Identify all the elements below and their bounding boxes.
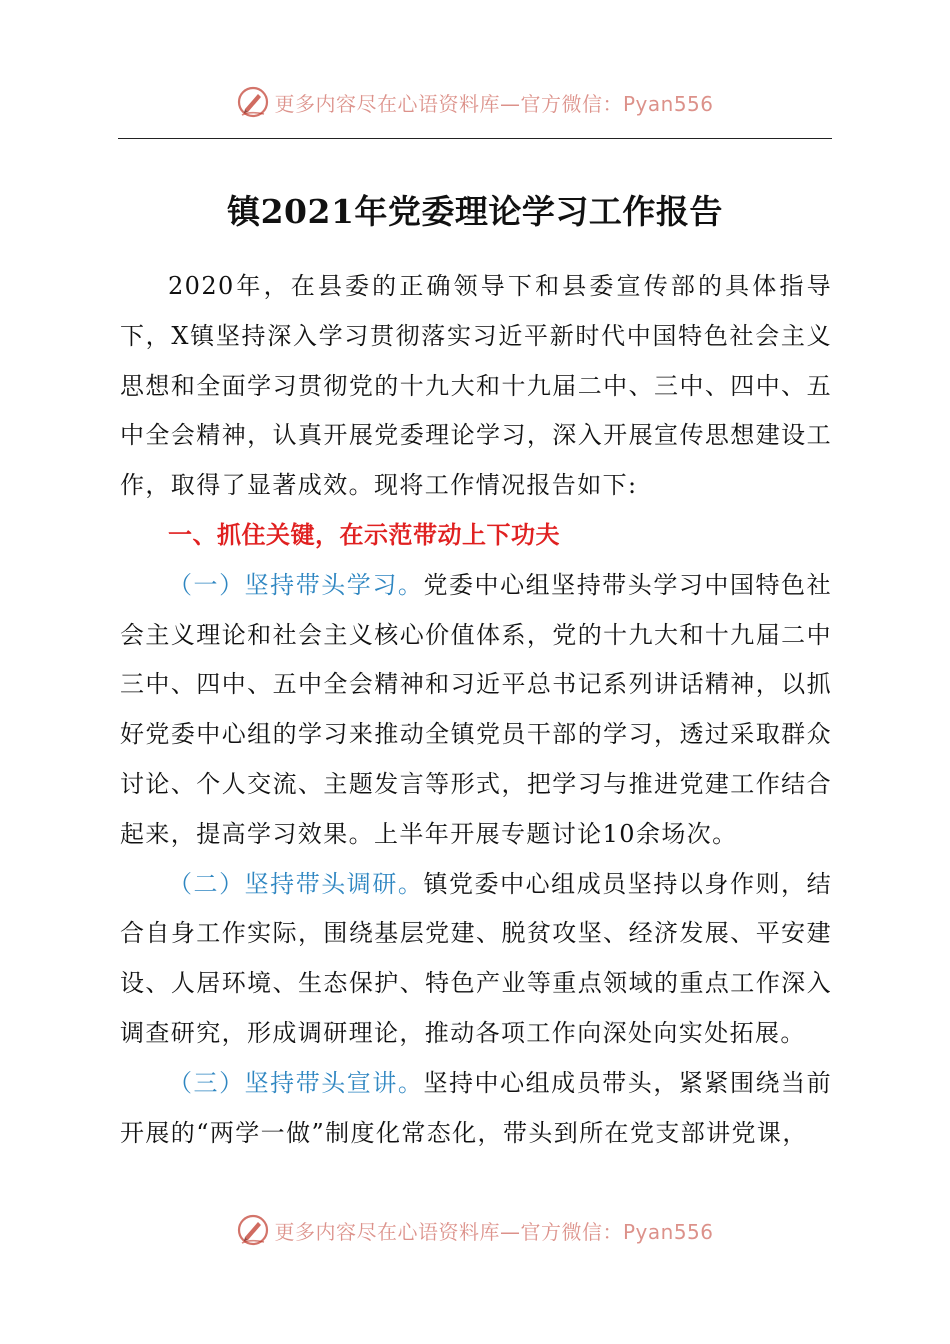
watermark-text: 更多内容尽在心语资料库—官方微信：Pyan556 [274, 1219, 714, 1244]
subsection-1-paragraph [120, 561, 832, 860]
subsection-2-paragraph [120, 860, 832, 1059]
subsection-3-paragraph [120, 1059, 832, 1159]
watermark-wechat-id: Pyan556 [622, 91, 714, 116]
subsection-3-text: 坚持中心组成员带头，紧紧围绕当前开展的“两学一做”制度化常态化，带头到所在党支部讲党课， [120, 1068, 832, 1147]
watermark-header [0, 82, 950, 122]
subsection-2-label: （二）坚持带头调研。 [168, 869, 424, 898]
header-divider [118, 138, 832, 139]
subsection-3-label: （三）坚持带头宣讲。 [168, 1068, 424, 1097]
subsection-1-label: （一）坚持带头学习。 [168, 570, 424, 599]
document-title: 镇2021年党委理论学习工作报告 [227, 192, 723, 231]
intro-paragraph: 2020年，在县委的正确领导下和县委宣传部的具体指导下，X镇坚持深入学习贯彻落实习近平新时代中国特色社会主义思想和全面学习贯彻党的十九大和十九届二中、三中、四中、五中全会精神，认真开展党委理论学习，深入开展宣传思想建设工作，取得了显著成效。现将工作情况报告如下: [120, 272, 832, 500]
section-heading-1: 一、抓住关键，在示范带动上下功夫 [168, 520, 560, 549]
pen-logo-icon [236, 1213, 270, 1247]
subsection-1-text: 党委中心组坚持带头学习中国特色社会主义理论和社会主义核心价值体系，党的十九大和十九届二中三中、四中、五中全会精神和习近平总书记系列讲话精神，以抓好党委中心组的学习来推动全镇党员干部的学习，透过采取群众讨论、个人交流、主题发言等形式，把学习与推进党建工作结合起来，提高学习效果。上半年开展专题讨论10余场次。 [120, 570, 832, 848]
subsection-2-text: 镇党委中心组成员坚持以身作则，结合自身工作实际，围绕基层党建、脱贫攻坚、经济发展、平安建设、人居环境、生态保护、特色产业等重点领域的重点工作深入调查研究，形成调研理论，推动各项工作向深处向实处拓展。 [120, 869, 832, 1047]
document-body [120, 262, 832, 1158]
pen-logo-icon [236, 85, 270, 119]
watermark-text: 更多内容尽在心语资料库—官方微信：Pyan556 [274, 91, 714, 116]
watermark-wechat-id: Pyan556 [622, 1219, 714, 1244]
watermark-footer [0, 1210, 950, 1250]
